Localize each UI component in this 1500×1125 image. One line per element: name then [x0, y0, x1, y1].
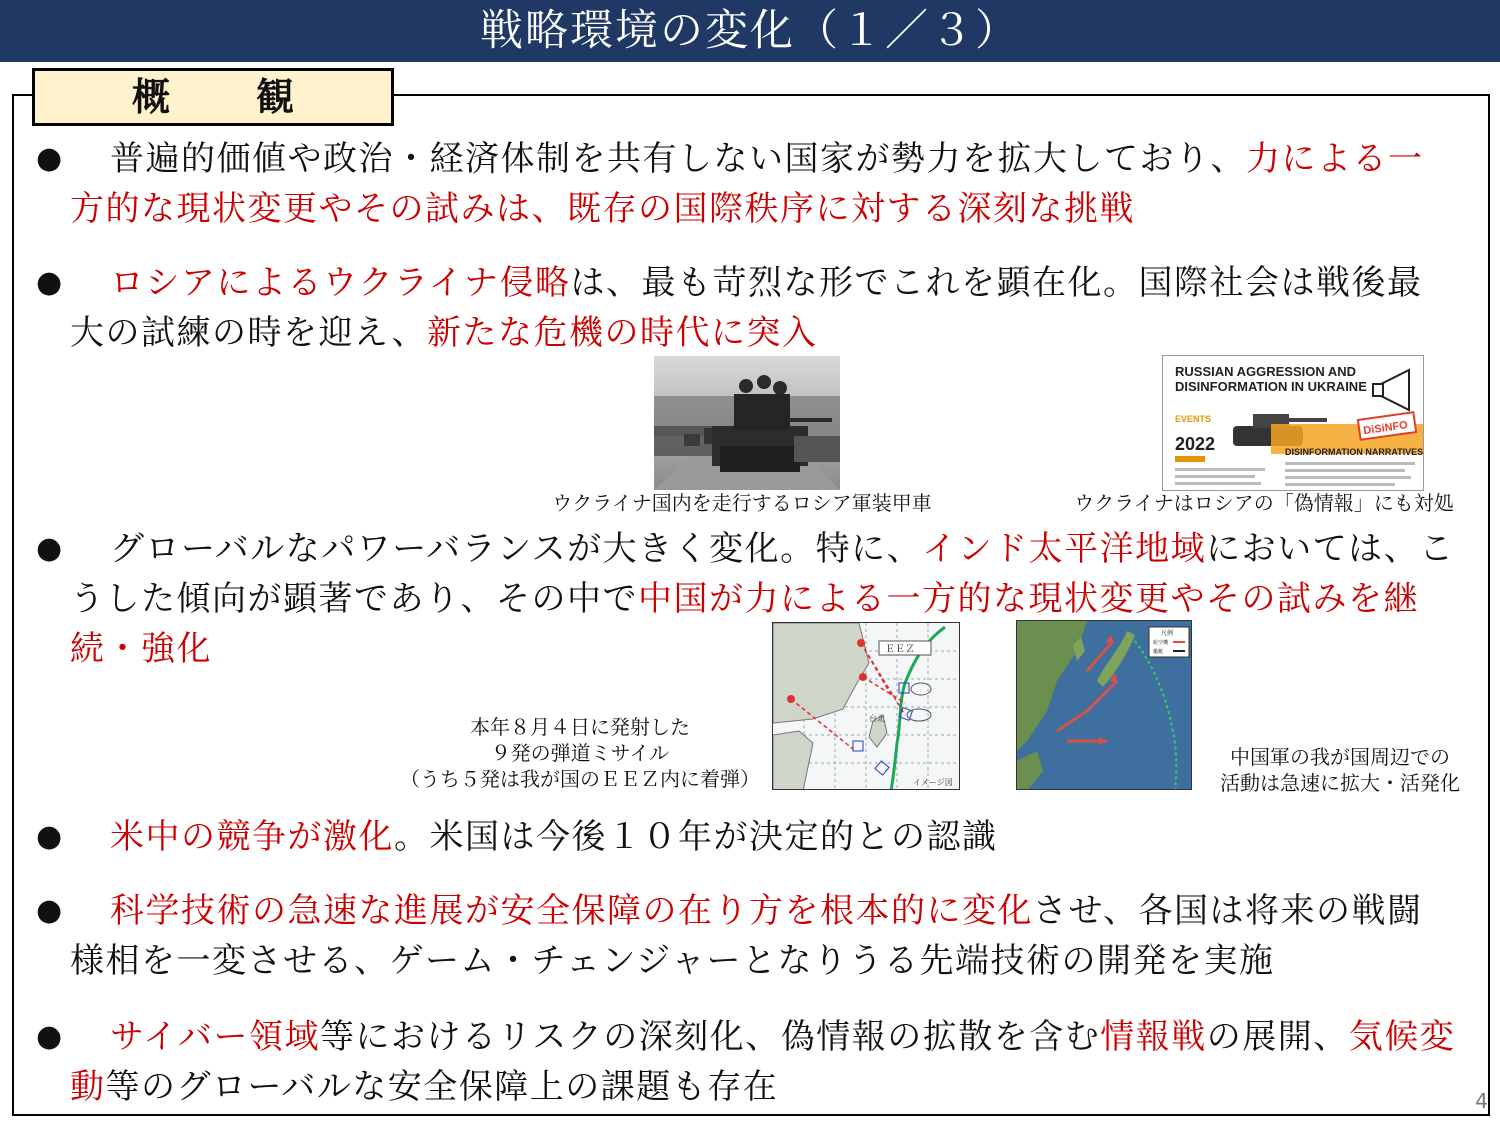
section-tab: 概 観 — [32, 68, 394, 126]
poster-events: EVENTS — [1175, 414, 1212, 424]
bullet-marker: ● — [36, 819, 64, 854]
missile-caption — [380, 714, 780, 792]
bullet-5 — [36, 886, 1456, 986]
china-caption-line: 中国軍の我が国周辺での — [1230, 745, 1450, 769]
bullet-text: グローバルなパワーバランスが大きく変化。特に、 — [110, 529, 923, 569]
bullet-text: 普遍的価値や政治・経済体制を共有しない国家が勢力を拡大しており、 — [110, 139, 1246, 179]
bullet-text: 。米国は今後１０年が決定的との認識 — [394, 817, 998, 857]
bullet-marker: ● — [36, 1019, 64, 1054]
china-caption — [1200, 744, 1480, 796]
image-label: イメージ図 — [913, 778, 953, 787]
bullet-text: は、最も苛烈な形でこれを顕在化。国際社会は戦後最大の試練の時を迎え、 — [70, 263, 1423, 353]
bullet-emphasis: 中国が力による一方的な現状変更やその試みを継続・強化 — [70, 579, 1419, 669]
poster-year: 2022 — [1175, 434, 1216, 454]
bullet-emphasis: 力による一方的な現状変更やその試みは、既存の国際秩序に対する深刻な挑戦 — [70, 139, 1424, 229]
title-bar — [0, 0, 1500, 62]
bullet-1 — [36, 134, 1456, 234]
tank-caption: ウクライナ国内を走行するロシア軍装甲車 — [552, 491, 932, 515]
bullet-3 — [36, 524, 1456, 674]
missile-caption-line: ９発の弾道ミサイル — [490, 741, 670, 765]
bullet-2 — [36, 258, 1456, 358]
disinfo-caption: ウクライナはロシアの「偽情報」にも対処 — [1074, 491, 1454, 515]
poster-narratives: DISINFORMATION NARRATIVES — [1285, 447, 1424, 457]
bullet-marker: ● — [36, 531, 64, 566]
bullet-text: 等におけるリスクの深刻化、偽情報の拡散を含む — [319, 1017, 1101, 1057]
bullet-emphasis: 情報戦 — [1100, 1017, 1207, 1057]
bullet-text: 等のグローバルな安全保障上の課題も存在 — [105, 1067, 779, 1107]
bullet-emphasis: ロシアによるウクライナ侵略 — [110, 263, 571, 303]
bullet-emphasis: サイバー領域 — [110, 1017, 320, 1057]
bullet-emphasis: 米中の競争が激化 — [110, 817, 394, 857]
poster-title-2: DISINFORMATION IN UKRAINE — [1175, 379, 1367, 394]
legend-aircraft: 航空機 — [1153, 640, 1169, 646]
page-title: 戦略環境の変化（１／３） — [480, 6, 1020, 56]
city-label: 台北 — [869, 714, 885, 723]
bullet-emphasis: 気候変動 — [70, 1017, 1456, 1107]
missile-caption-line: （うち５発は我が国のＥＥＺ内に着弾） — [400, 767, 760, 791]
disinfo-poster — [1162, 355, 1424, 491]
page-number: 4 — [1475, 1089, 1488, 1113]
bullet-text: の展開、 — [1206, 1017, 1349, 1057]
bullet-6 — [36, 1012, 1456, 1112]
bullet-marker: ● — [36, 265, 64, 300]
china-activity-map — [1016, 620, 1192, 790]
china-caption-line: 活動は急速に拡大・活発化 — [1220, 771, 1460, 795]
tank-photo — [654, 356, 840, 490]
bullet-marker: ● — [36, 141, 64, 176]
legend-title: 凡例 — [1161, 630, 1174, 637]
bullet-emphasis: 新たな危機の時代に突入 — [427, 313, 818, 353]
bullet-text: させ、各国は将来の戦闘様相を一変させる、ゲーム・チェンジャーとなりうる先端技術の開発を実施 — [70, 891, 1423, 981]
missile-caption-line: 本年８月４日に発射した — [470, 715, 690, 739]
eez-label: ＥＥＺ — [885, 644, 915, 655]
poster-badge: DiSiNFO — [1362, 419, 1409, 438]
legend-vessels: 艦艇 — [1153, 649, 1164, 655]
bullet-text: においては、こうした傾向が顕著であり、その中で — [70, 529, 1455, 619]
bullet-4 — [36, 812, 1456, 862]
bullet-marker: ● — [36, 893, 64, 928]
bullet-emphasis: 科学技術の急速な進展が安全保障の在り方を根本的に変化 — [110, 891, 1033, 931]
bullet-emphasis: インド太平洋地域 — [922, 529, 1207, 569]
missile-map — [772, 622, 960, 790]
poster-title-1: RUSSIAN AGGRESSION AND — [1175, 364, 1357, 379]
